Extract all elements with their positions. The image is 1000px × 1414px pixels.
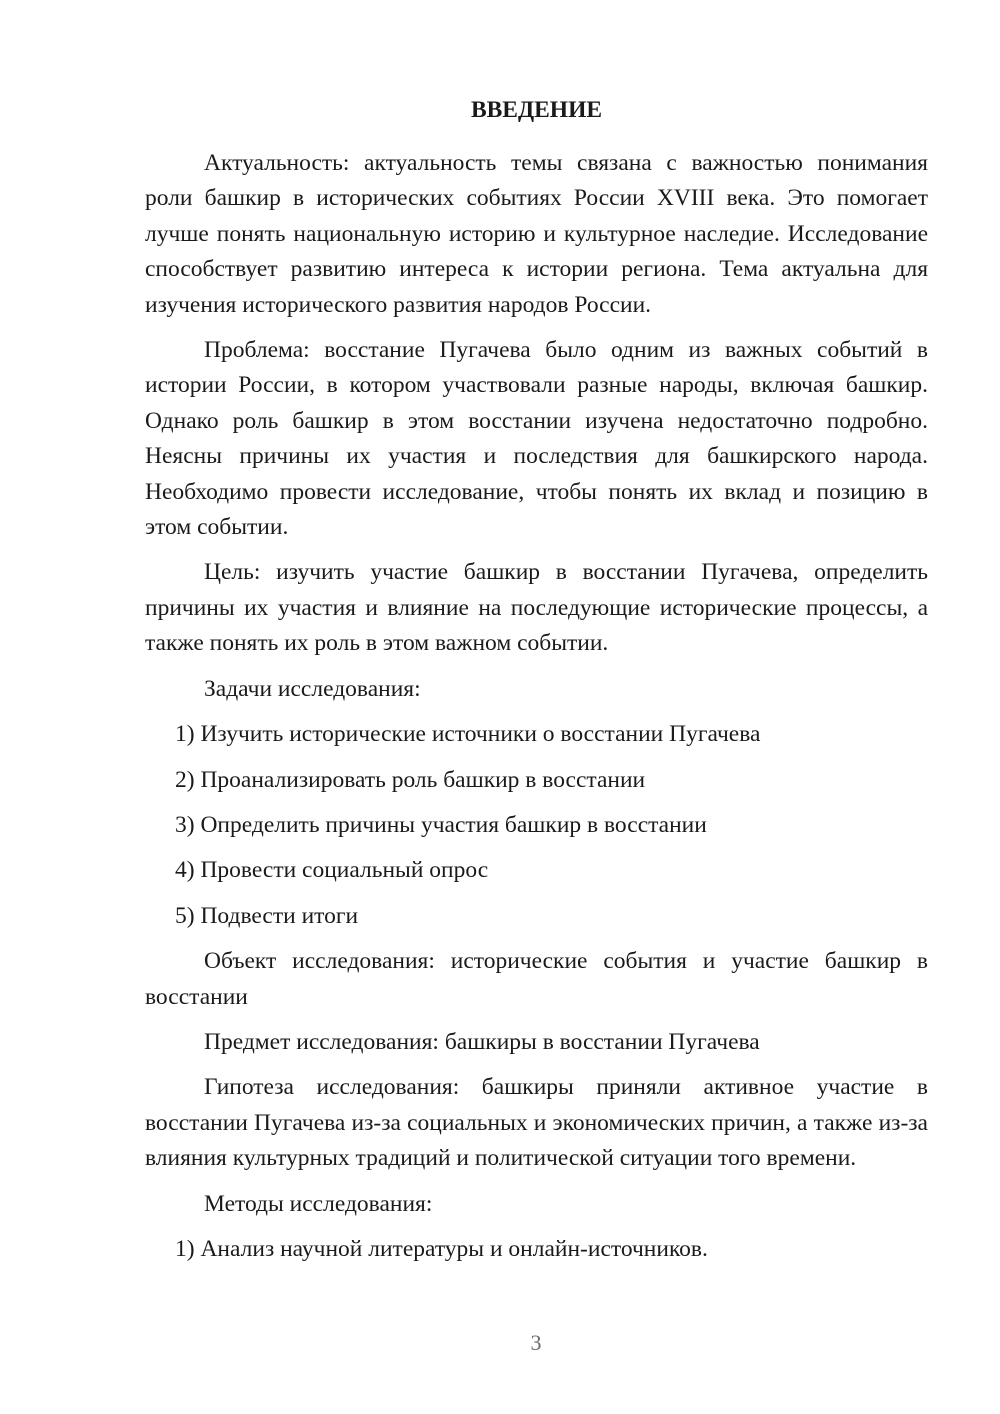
section-heading: ВВЕДЕНИЕ: [470, 97, 603, 123]
task-item: 3) Определить причины участия башкир в восстании: [175, 811, 707, 838]
goal-paragraph: Цель: изучить участие башкир в восстании Пугачева, определить причины их участия и влияние на последующие исторические процессы, а также понять их роль в этом важном событии.: [145, 559, 928, 657]
task-item: 5) Подвести итоги: [175, 902, 359, 929]
page-number: 3: [530, 1330, 542, 1355]
tasks-title: Задачи исследования:: [204, 675, 421, 702]
task-item: 4) Провести социальный опрос: [175, 857, 489, 884]
hypothesis-paragraph: Гипотеза исследования: башкиры приняли активное участие в восстании Пугачева из-за социальных и экономических причин, а также из-за влияния культурных традиций и политической ситуации того времени.: [145, 1074, 928, 1172]
subject-paragraph: Предмет исследования: башкиры в восстании Пугачева: [204, 1028, 760, 1055]
task-item: 2) Проанализировать роль башкир в восстании: [175, 766, 646, 793]
object-paragraph: Объект исследования: исторические события и участие башкир в восстании: [145, 948, 928, 1010]
task-item: 1) Изучить исторические источники о восстании Пугачева: [175, 721, 761, 748]
methods-title: Методы исследования:: [204, 1190, 433, 1217]
method-item: 1) Анализ научной литературы и онлайн-источников.: [175, 1235, 708, 1262]
document-page: [145, 92, 928, 1277]
relevance-paragraph: Актуальность: актуальность темы связана с важностью понимания роли башкир в исторических событиях России XVIII века. Это помогает лучше понять национальную историю и культурное наследие. Исследование способствует развитию интереса к истории региона. Тема актуальна для изучения исторического развития народов России.: [145, 150, 928, 318]
problem-paragraph: Проблема: восстание Пугачева было одним из важных событий в истории России, в котором участвовали разные народы, включая башкир. Однако роль башкир в этом восстании изучена недостаточно подробно. Неясны причины их участия и последствия для башкирского народа. Необходимо провести исследование, чтобы понять их вклад и позицию в этом событии.: [145, 337, 928, 541]
